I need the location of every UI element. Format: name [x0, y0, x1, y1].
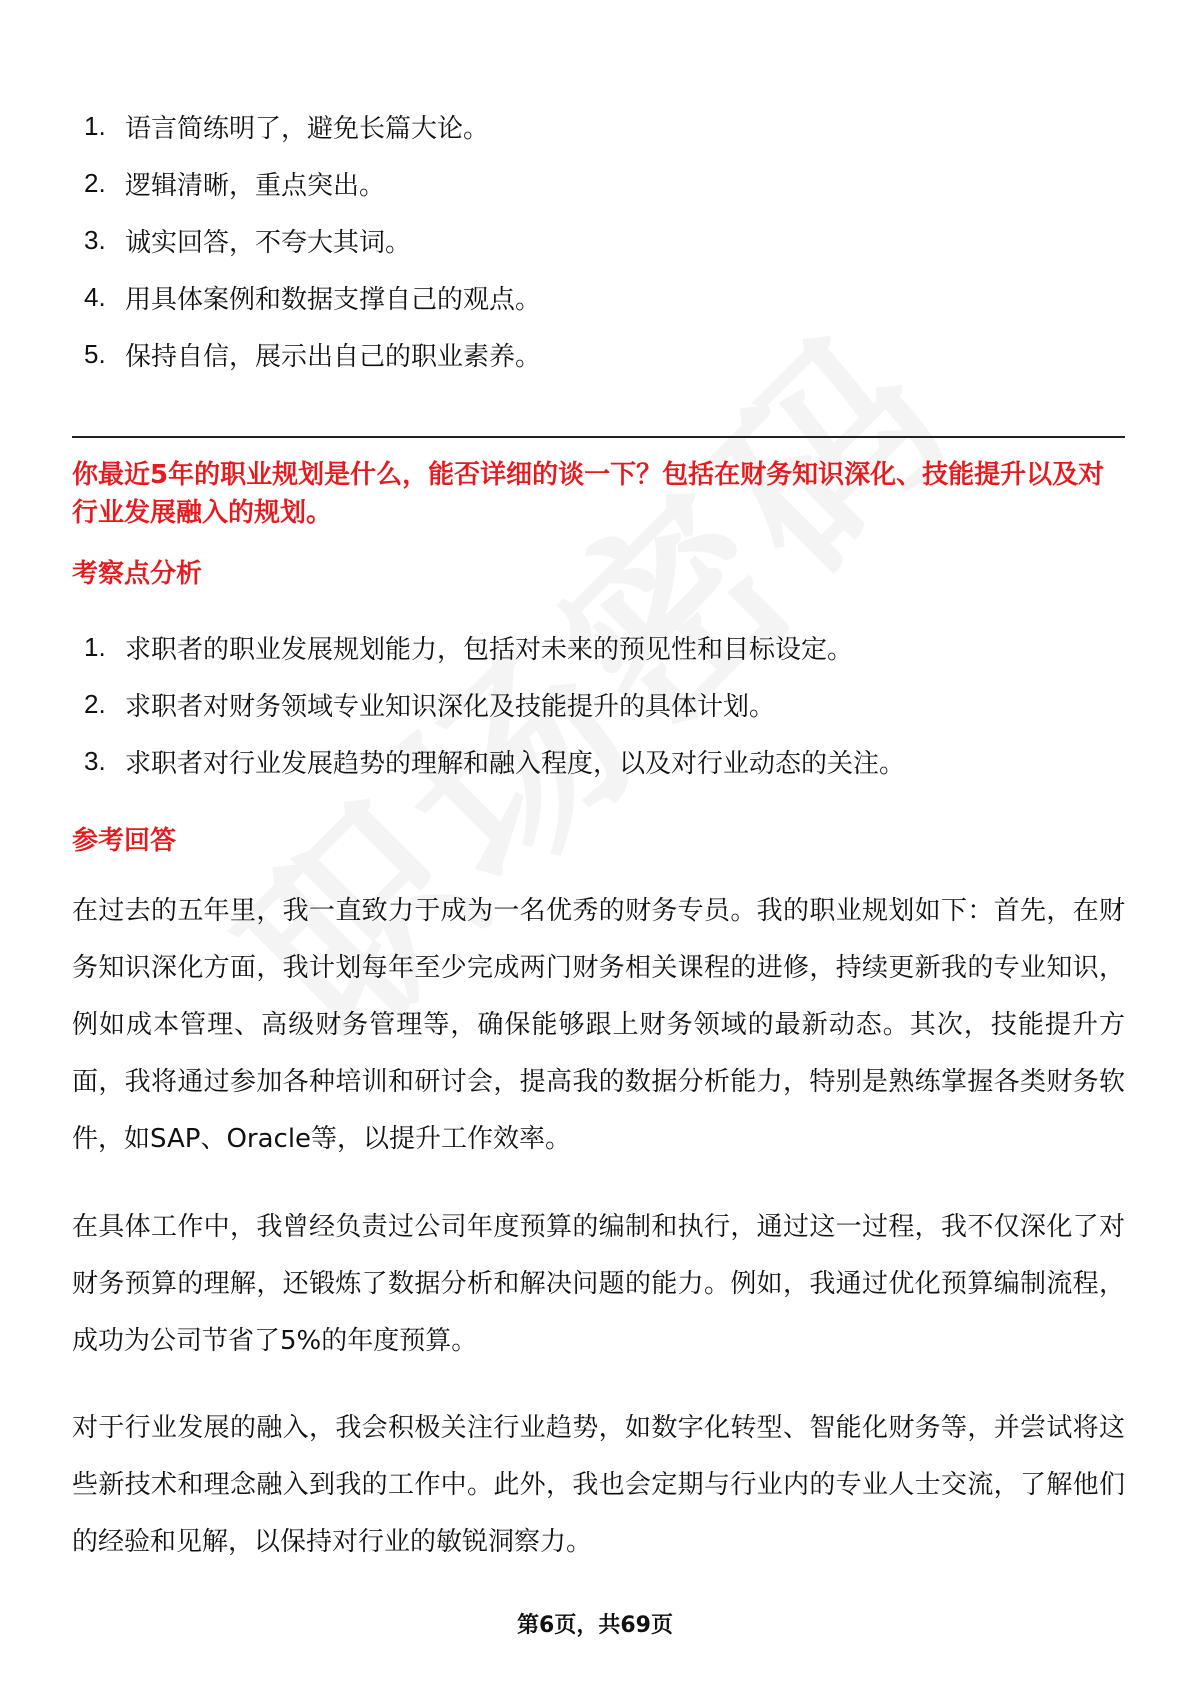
list-text: 用具体案例和数据支撑自己的观点。 — [125, 285, 542, 315]
list-number: 3. — [84, 225, 106, 255]
analysis-list — [84, 619, 905, 790]
answer-title: 参考回答 — [72, 826, 177, 856]
list-text: 逻辑清晰，重点突出。 — [125, 171, 386, 201]
list-number: 1. — [84, 111, 106, 141]
list-item — [84, 212, 541, 269]
tips-list — [84, 98, 541, 383]
list-item — [84, 326, 541, 383]
analysis-title: 考察点分析 — [72, 559, 203, 589]
list-item — [84, 733, 905, 790]
list-item — [84, 619, 905, 676]
question-heading: 你最近5年的职业规划是什么，能否详细的谈一下？包括在财务知识深化、技能提升以及对行业发展融入的规划。 — [72, 460, 1105, 528]
list-item — [84, 676, 905, 733]
list-number: 2. — [84, 689, 106, 719]
list-number: 4. — [84, 282, 106, 312]
list-text: 诚实回答，不夸大其词。 — [125, 228, 412, 258]
list-text: 求职者的职业发展规划能力，包括对未来的预见性和目标设定。 — [125, 635, 854, 665]
answer-paragraph: 对于行业发展的融入，我会积极关注行业趋势，如数字化转型、智能化财务等，并尝试将这些新技术和理念融入到我的工作中。此外，我也会定期与行业内的专业人士交流，了解他们的经验和见解，以保持对行业的敏锐洞察力。 — [72, 1413, 1125, 1557]
list-text: 求职者对行业发展趋势的理解和融入程度，以及对行业动态的关注。 — [125, 749, 906, 779]
list-number: 1. — [84, 632, 106, 662]
section-divider — [72, 436, 1125, 438]
list-text: 语言简练明了，避免长篇大论。 — [125, 114, 490, 144]
list-text: 求职者对财务领域专业知识深化及技能提升的具体计划。 — [125, 692, 776, 722]
list-number: 5. — [84, 339, 106, 369]
list-number: 3. — [84, 746, 106, 776]
list-item — [84, 269, 541, 326]
list-text: 保持自信，展示出自己的职业素养。 — [125, 342, 542, 372]
list-item — [84, 155, 541, 212]
answer-paragraph: 在具体工作中，我曾经负责过公司年度预算的编制和执行，通过这一过程，我不仅深化了对财务预算的理解，还锻炼了数据分析和解决问题的能力。例如，我通过优化预算编制流程，成功为公司节省了5%的年度预算。 — [72, 1212, 1125, 1356]
answer-paragraph: 在过去的五年里，我一直致力于成为一名优秀的财务专员。我的职业规划如下：首先，在财务知识深化方面，我计划每年至少完成两门财务相关课程的进修，持续更新我的专业知识，例如成本管理、高级财务管理等，确保能够跟上财务领域的最新动态。其次，技能提升方面，我将通过参加各种培训和研讨会，提高我的数据分析能力，特别是熟练掌握各类财务软件，如SAP、Oracle等，以提升工作效率。 — [72, 896, 1125, 1154]
list-number: 2. — [84, 168, 106, 198]
list-item — [84, 98, 541, 155]
page-footer: 第6页，共69页 — [517, 1613, 673, 1638]
